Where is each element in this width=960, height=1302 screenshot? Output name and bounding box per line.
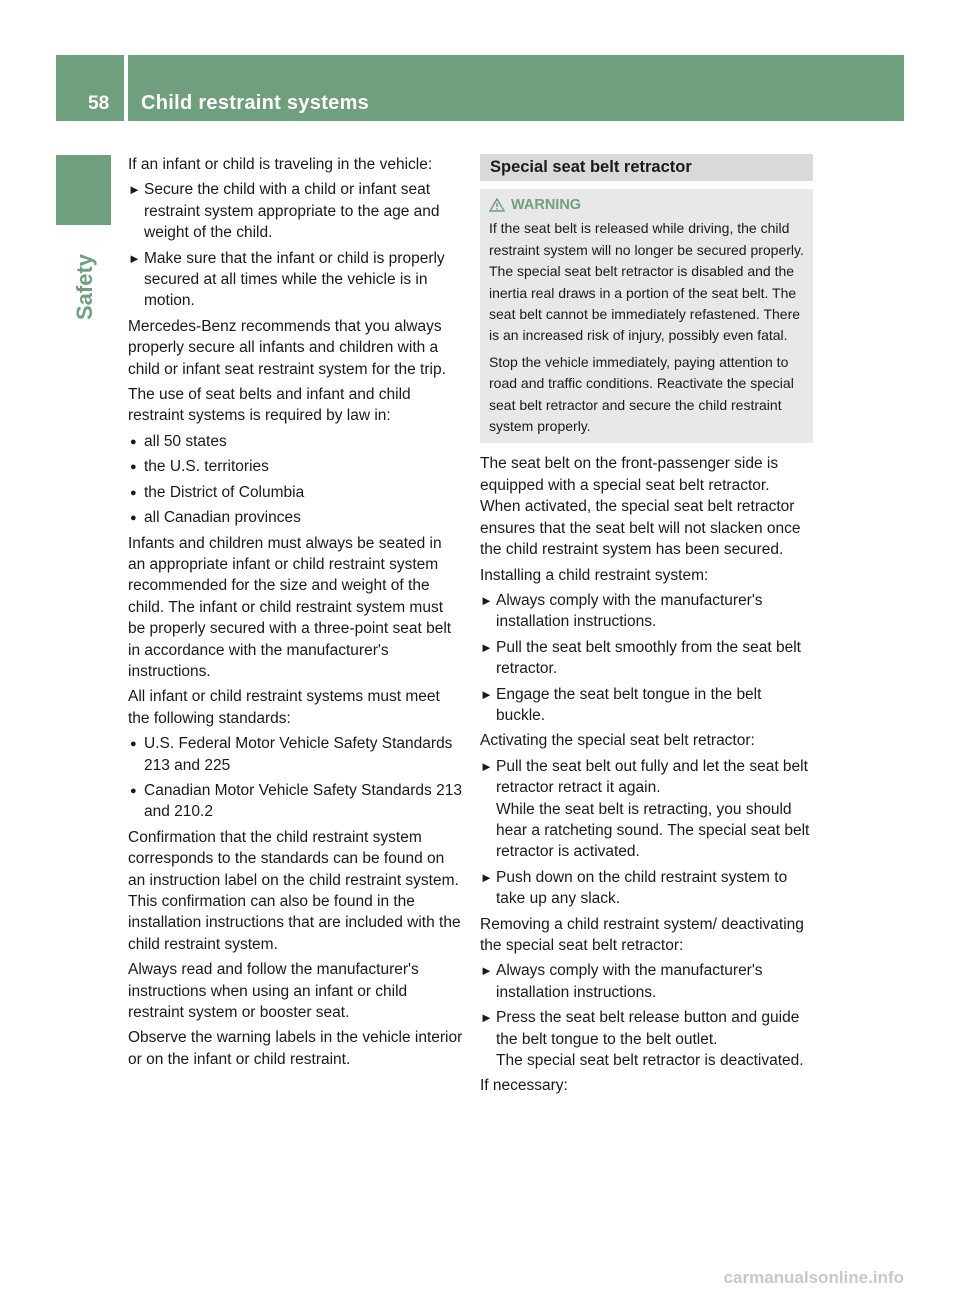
step-item (480, 960, 813, 1003)
paragraph: Mercedes-Benz recommends that you always properly secure all infants and children with a child or infant seat restraint system for the trip. (128, 317, 446, 378)
paragraph: Installing a child restraint system: (480, 566, 709, 584)
bullet-item (128, 482, 463, 503)
warning-title (489, 195, 805, 216)
triangle-right-icon: ► (480, 758, 493, 774)
left-column (128, 154, 463, 1074)
step-text: Engage the seat belt tongue in the belt buckle. (496, 685, 762, 724)
bullet-item (128, 431, 463, 452)
step-result: The special seat belt retractor is deactivated. (496, 1052, 804, 1070)
page-number: 58 (88, 93, 110, 114)
paragraph: Infants and children must always be seated in an appropriate infant or child restraint system recommended for the size and weight of the child. The infant or child restraint system must be properly secured with a three-point seat belt in accordance with the manufacturer's instructions. (128, 534, 452, 680)
paragraph: If an infant or child is traveling in the vehicle: (128, 156, 433, 173)
step-item (128, 248, 463, 312)
step-item (480, 1007, 813, 1071)
bullet-dot-icon: ● (130, 784, 137, 797)
step-item (480, 637, 813, 680)
chapter-header (128, 55, 904, 121)
bullet-item (128, 507, 463, 528)
section-tab-label: Safety (72, 253, 97, 321)
triangle-right-icon: ► (480, 592, 493, 608)
triangle-right-icon: ► (128, 182, 141, 198)
warning-text: Stop the vehicle immediately, paying attention to road and traffic conditions. Reactivate the special seat belt retractor and secure the child restraint system properly. (489, 353, 794, 435)
step-text: Pull the seat belt out fully and let the seat belt retractor retract it again. (496, 757, 808, 797)
right-column (480, 154, 813, 1101)
chapter-title: Child restraint systems (141, 92, 370, 114)
warning-box (480, 189, 813, 443)
triangle-right-icon: ► (480, 1010, 493, 1026)
paragraph: Activating the special seat belt retractor: (480, 732, 755, 750)
paragraph: The seat belt on the front-passenger side is equipped with a special seat belt retractor. When activated, the special seat belt retractor ensures that the seat belt will not slacken once the child restraint system has been secured. (480, 455, 801, 559)
paragraph: If necessary: (480, 1077, 568, 1095)
bullet-item (128, 733, 463, 776)
warning-triangle-icon (489, 198, 505, 212)
bullet-text: U.S. Federal Motor Vehicle Safety Standards 213 and 225 (144, 735, 453, 774)
section-tab (58, 252, 112, 322)
triangle-right-icon: ► (480, 639, 493, 655)
bullet-text: all Canadian provinces (144, 509, 301, 527)
paragraph: Confirmation that the child restraint system corresponds to the standards can be found on an instruction label on the child restraint system. This confirmation can also be found in the installation instructions that are included with the child restraint system. (128, 828, 461, 953)
step-text: Push down on the child restraint system to take up any slack. (496, 868, 788, 908)
step-result: While the seat belt is retracting, you should hear a ratcheting sound. The special seat belt retractor is activated. (496, 800, 810, 861)
bullet-dot-icon: ● (130, 461, 137, 474)
step-text: Press the seat belt release button and guide the belt tongue to the belt outlet. (496, 1009, 800, 1048)
bullet-dot-icon: ● (130, 738, 137, 751)
triangle-right-icon: ► (480, 869, 493, 885)
bullet-dot-icon: ● (130, 435, 137, 448)
step-text: Pull the seat belt smoothly from the seat belt retractor. (496, 638, 801, 678)
step-text: Always comply with the manufacturer's installation instructions. (496, 962, 763, 1001)
bullet-item (128, 780, 463, 823)
paragraph: Observe the warning labels in the vehicle interior or on the infant or child restraint. (128, 1029, 463, 1068)
bullet-text: the U.S. territories (144, 458, 269, 476)
paragraph: Always read and follow the manufacturer's instructions when using an infant or child restraint system or booster seat. (128, 961, 419, 1022)
bullet-dot-icon: ● (130, 486, 137, 499)
step-item (480, 590, 813, 633)
triangle-right-icon: ► (128, 250, 141, 266)
warning-label: WARNING (511, 197, 582, 213)
page-number-box (56, 55, 124, 121)
bullet-text: all 50 states (144, 432, 227, 450)
bullet-item (128, 456, 463, 477)
paragraph: All infant or child restraint systems must meet the following standards: (128, 688, 440, 727)
section-heading: Special seat belt retractor (480, 154, 813, 181)
section-tab-block (56, 155, 111, 225)
warning-text: If the seat belt is released while driving, the child restraint system will no longer be secured properly. The special seat belt retractor is disabled and the inertia real draws in a portion of the seat belt. The seat belt cannot be immediately refastened. There is an increased risk of injury, possibly even fatal. (489, 220, 804, 344)
step-item (480, 756, 813, 863)
step-item (480, 867, 813, 910)
triangle-right-icon: ► (480, 686, 493, 702)
step-text: Make sure that the infant or child is properly secured at all times while the vehicle is in motion. (144, 249, 445, 310)
bullet-dot-icon: ● (130, 512, 137, 525)
bullet-text: the District of Columbia (144, 483, 305, 501)
paragraph: The use of seat belts and infant and child restraint systems is required by law in: (128, 386, 411, 425)
bullet-text: Canadian Motor Vehicle Safety Standards 213 and 210.2 (144, 781, 462, 821)
step-text: Always comply with the manufacturer's installation instructions. (496, 591, 763, 631)
watermark: carmanualsonline.info (723, 1268, 904, 1287)
step-item (128, 179, 463, 243)
triangle-right-icon: ► (480, 963, 493, 979)
step-text: Secure the child with a child or infant seat restraint system appropriate to the age and weight of the child. (144, 181, 440, 242)
step-item (480, 684, 813, 727)
paragraph: Removing a child restraint system/ deactivating the special seat belt retractor: (480, 915, 804, 954)
